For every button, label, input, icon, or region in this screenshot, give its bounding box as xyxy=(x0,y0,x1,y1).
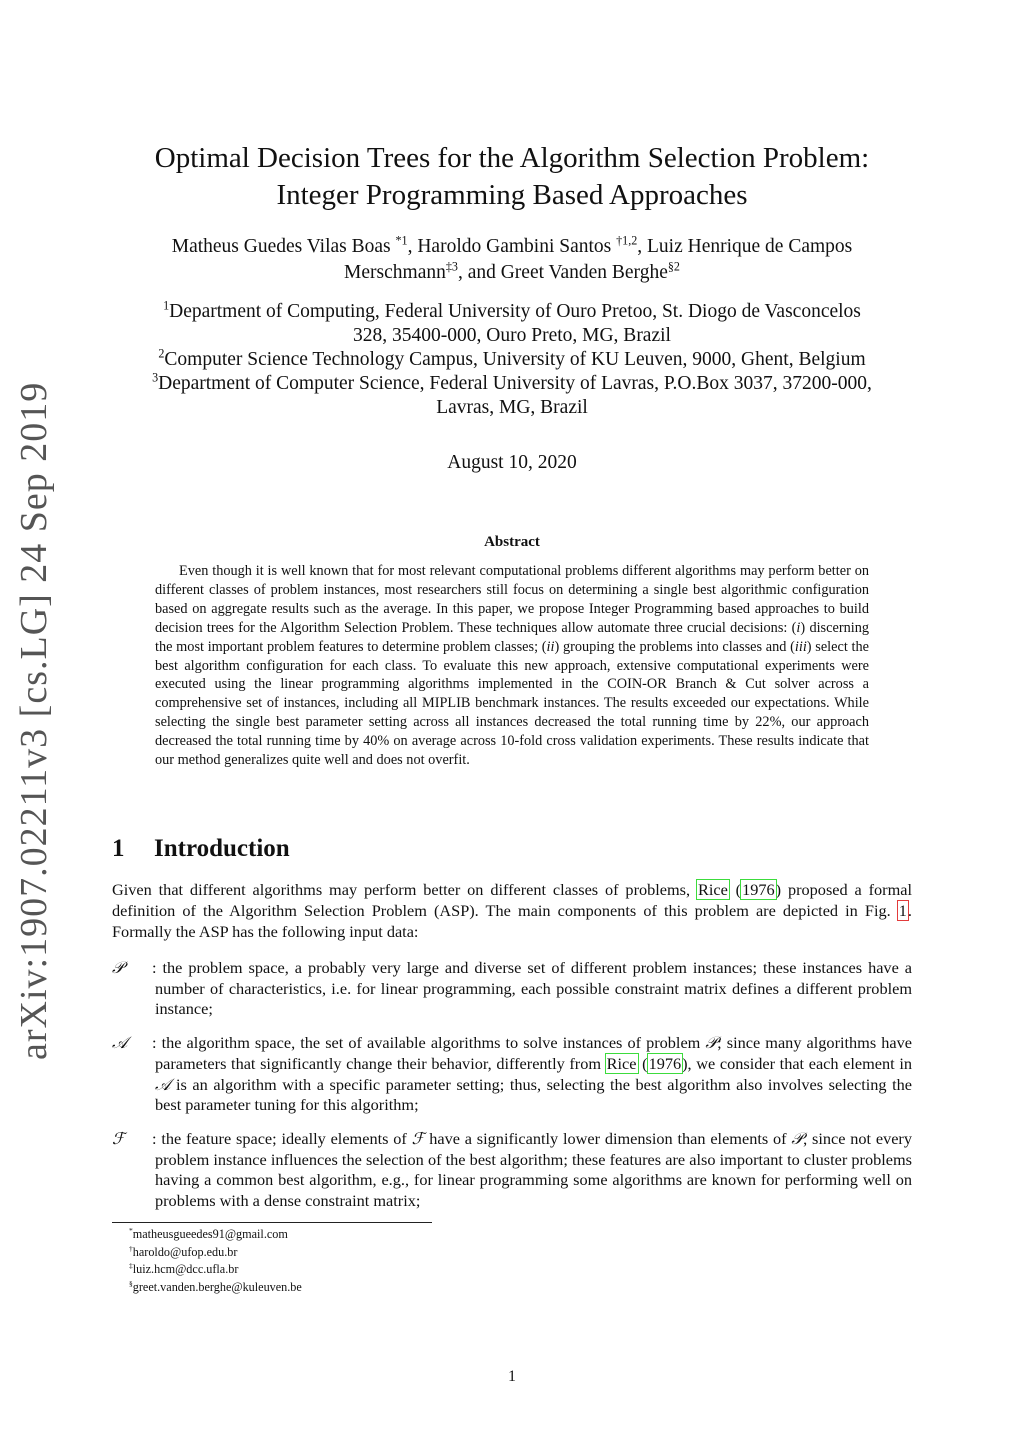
author-name: , Haroldo Gambini Santos xyxy=(407,236,617,257)
section-title: Introduction xyxy=(154,835,290,862)
section-heading xyxy=(112,835,290,863)
intro-text: ) proposed a formal definition of the Algorithm Selection Problem (ASP). The main components of this problem are depicted in Fig. xyxy=(112,880,912,920)
abstract-italic: ii xyxy=(546,638,555,655)
abstract-italic: iii xyxy=(794,638,807,655)
figure-ref-link[interactable]: 1 xyxy=(898,900,907,920)
def-text: : the feature space; ideally elements of xyxy=(152,1128,412,1148)
intro-text: Given that different algorithms may perform better on different classes of problems, xyxy=(112,880,697,899)
def-text: is an algorithm with a specific parameter setting; thus, selecting the best algorithm also involves selecting the best parameter tuning for this algorithm; xyxy=(155,1074,912,1115)
algorithm-space-symbol: 𝒜 xyxy=(112,1033,128,1053)
footnote-mark: † xyxy=(129,1243,133,1253)
section-number: 1 xyxy=(112,835,125,862)
footnote xyxy=(129,1261,302,1279)
affil-text: Department of Computing, Federal University of Ouro Pretoo, St. Diogo de Vasconcelos xyxy=(169,301,861,322)
inline-symbol: ℱ xyxy=(411,1128,425,1148)
definition-text xyxy=(152,1128,912,1212)
abstract-heading: Abstract xyxy=(484,534,540,550)
author-name: , Luiz Henrique de Campos xyxy=(637,236,853,257)
footnote-mark: § xyxy=(129,1278,133,1288)
def-text: ( xyxy=(637,1053,648,1073)
citation-year-link[interactable]: 1976 xyxy=(648,1053,682,1073)
footnote-email: greet.vanden.berghe@kuleuven.be xyxy=(132,1279,302,1294)
intro-text: . Formally the ASP has the following input data: xyxy=(112,900,912,941)
def-text: : the algorithm space, the set of available algorithms to solve instances of problem xyxy=(152,1033,706,1053)
inline-symbol: 𝒫 xyxy=(705,1033,718,1053)
footnote-divider xyxy=(112,1222,432,1223)
inline-symbol: 𝒫 xyxy=(791,1128,804,1148)
page-number: 1 xyxy=(508,1368,516,1385)
author-mark: §2 xyxy=(667,259,680,274)
citation-link[interactable]: Rice xyxy=(606,1053,637,1073)
author-list xyxy=(112,234,912,286)
citation-year-link[interactable]: 1976 xyxy=(742,880,775,899)
footnote-mark: * xyxy=(129,1225,133,1235)
abstract-text: ) discerning the most important problem features to determine problem classes; ( xyxy=(155,619,869,655)
footnote-email: luiz.hcm@dcc.ufla.br xyxy=(132,1262,239,1276)
affil-mark: 2 xyxy=(158,346,165,361)
affil-mark: 3 xyxy=(152,370,159,385)
feature-space-symbol: ℱ xyxy=(112,1128,125,1148)
paper-date: August 10, 2020 xyxy=(447,452,577,473)
arxiv-identifier[interactable]: arXiv:1907.02211v3 [cs.LG] 24 Sep 2019 xyxy=(13,381,55,1060)
author-name: , and Greet Vanden Berghe xyxy=(457,262,668,283)
footnote-email: matheusgueedes91@gmail.com xyxy=(132,1227,288,1241)
definition-text xyxy=(152,1033,912,1116)
affiliation-2 xyxy=(112,348,912,372)
abstract-text: ) select the best algorithm configuration for each class. To evaluate this new approach, extensive computational experiments were executed using the linear programming algorithms implemented in the COIN-OR Branch & Cut solver across a comprehensive set of instances, including all MIPLIB benchmark instances. The results exceeded our expectations. While selecting the single best parameter setting across all instances decreased the total running time by 22%, our approach decreased the total running time by 40% on average across 10-fold cross validation experiments. These results indicate that our method generalizes quite well and does not overfit. xyxy=(155,638,869,769)
footnote xyxy=(129,1279,302,1297)
affiliation-1 xyxy=(112,300,912,324)
authors-line-1 xyxy=(112,234,912,260)
author-mark: †1,2 xyxy=(616,233,638,248)
author-mark: ‡3 xyxy=(445,259,458,274)
def-text: ; since many algorithms have parameters that significantly change their behavior, differently from xyxy=(155,1033,912,1073)
abstract-text: ) grouping the problems into classes and ( xyxy=(554,638,795,655)
inline-symbol: 𝒜 xyxy=(155,1074,171,1094)
affil-text: Computer Science Technology Campus, University of KU Leuven, 9000, Ghent, Belgium xyxy=(164,349,866,370)
definition-problem-space xyxy=(112,958,912,1020)
abstract-body xyxy=(155,562,869,770)
affil-mark: 1 xyxy=(163,298,170,313)
authors-line-2 xyxy=(112,260,912,286)
affiliation-3-cont: Lavras, MG, Brazil xyxy=(436,397,588,418)
title-line-1: Optimal Decision Trees for the Algorithm Selection Problem: xyxy=(154,142,870,174)
abstract-text: Even though it is well known that for most relevant computational problems different algorithms may perform better on different classes of problem instances, most researchers still focus on determining a single best algorithmic configuration based on aggregate results such as the average. In this paper, we propose Integer Programming based approaches to build decision trees for the Algorithm Selection Problem. These techniques allow automate three crucial decisions: ( xyxy=(155,563,869,636)
affiliations xyxy=(112,300,912,420)
abstract-italic: i xyxy=(796,619,801,636)
author-mark: *1 xyxy=(395,233,408,248)
def-text: have a significantly lower dimension than elements of xyxy=(424,1128,792,1148)
footnote-mark: ‡ xyxy=(129,1260,133,1270)
definition-text: : the problem space, a probably very large and diverse set of different problem instances; these instances have a number of characteristics, i.e. for linear programming, each possible constraint matrix defines a different problem instance; xyxy=(152,958,912,1019)
citation-link[interactable]: Rice xyxy=(697,880,728,899)
intro-paragraph xyxy=(112,880,912,942)
footnote xyxy=(129,1226,302,1244)
paper-title xyxy=(112,140,912,214)
intro-text: ( xyxy=(728,880,742,899)
footnotes xyxy=(129,1226,302,1296)
affil-text: Department of Computer Science, Federal University of Lavras, P.O.Box 3037, 37200-000, xyxy=(158,373,872,394)
def-text: ), we consider that each element in xyxy=(682,1053,912,1073)
definition-algorithm-space xyxy=(112,1033,912,1116)
footnote xyxy=(129,1244,302,1262)
def-text: , since not every problem instance influences the selection of the best algorithm; these features are also important to cluster problems having a common best algorithm, e.g., for linear programming some algorithms are known for performing well on problems with a dense constraint matrix; xyxy=(155,1128,912,1211)
affiliation-1-cont: 328, 35400-000, Ouro Preto, MG, Brazil xyxy=(353,325,671,346)
definition-feature-space xyxy=(112,1129,912,1212)
author-name: Matheus Guedes Vilas Boas xyxy=(171,236,396,257)
affiliation-3 xyxy=(112,372,912,396)
footnote-email: haroldo@ufop.edu.br xyxy=(132,1244,238,1259)
author-name: Merschmann xyxy=(344,262,446,283)
definition-list xyxy=(112,958,912,1225)
problem-space-symbol: 𝒫 xyxy=(112,958,124,977)
title-line-2: Integer Programming Based Approaches xyxy=(276,179,748,211)
